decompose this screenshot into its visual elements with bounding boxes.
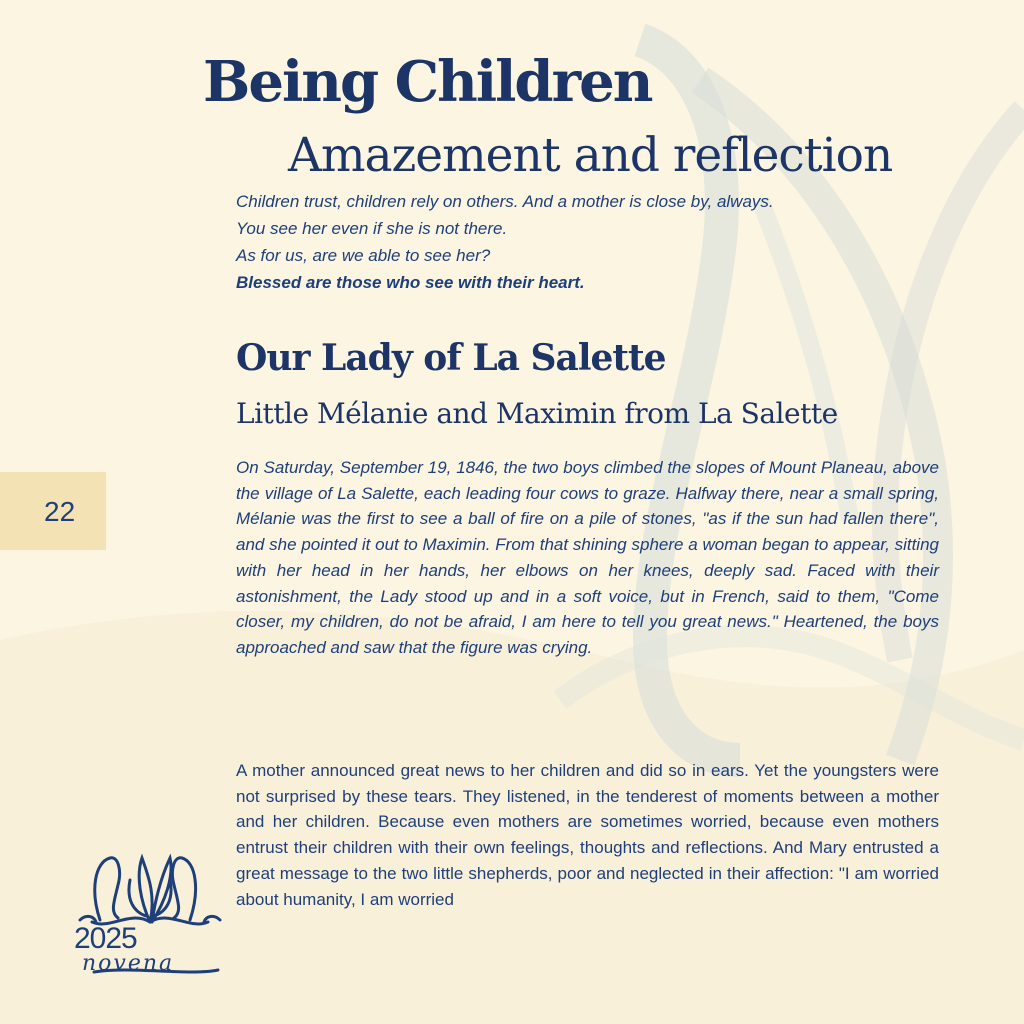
page-subtitle: Amazement and reflection [288,128,893,183]
section-subtitle: Little Mélanie and Maximin from La Salette [236,397,838,430]
page-title: Being Children [203,49,652,115]
intro-block [236,188,956,296]
intro-line: As for us, are we able to see her? [236,246,491,265]
reflection-paragraph: A mother announced great news to her children and did so in ears. Yet the youngsters were not surprised by these tears. They listened, in the tenderest of moments between a mother and her children. Because even mothers are sometimes worried, because even mothers entrust their children with their own feelings, thoughts and reflections. And Mary entrusted a great message to the two little shepherds, poor and neglected in their affection: "I am worried about humanity, I am worried [236,761,939,909]
logo-year: 2025 [74,922,137,955]
logo-wordmark: novena [82,951,175,976]
story-paragraph: On Saturday, September 19, 1846, the two boys climbed the slopes of Mount Planeau, above the village of La Salette, each leading four cows to graze. Halfway there, near a small spring, Mélanie was the first to see a ball of fire on a pile of stones, "as if the sun had fallen there", and she pointed it out to Maximin. From that shining sphere a woman began to appear, sitting with her head in her hands, her elbows on her knees, deeply sad. Faced with their astonishment, the Lady stood up and in a soft voice, but in French, said to them, "Come closer, my children, do not be afraid, I am here to tell you great news." Heartened, the boys approached and saw that the figure was crying. [236,458,939,657]
page-number: 22 [44,496,76,527]
intro-line: Children trust, children rely on others. And a mother is close by, always. [236,192,774,211]
intro-emphasis: Blessed are those who see with their heart. [236,273,585,292]
intro-line: You see her even if she is not there. [236,219,508,238]
section-title: Our Lady of La Salette [236,337,666,379]
